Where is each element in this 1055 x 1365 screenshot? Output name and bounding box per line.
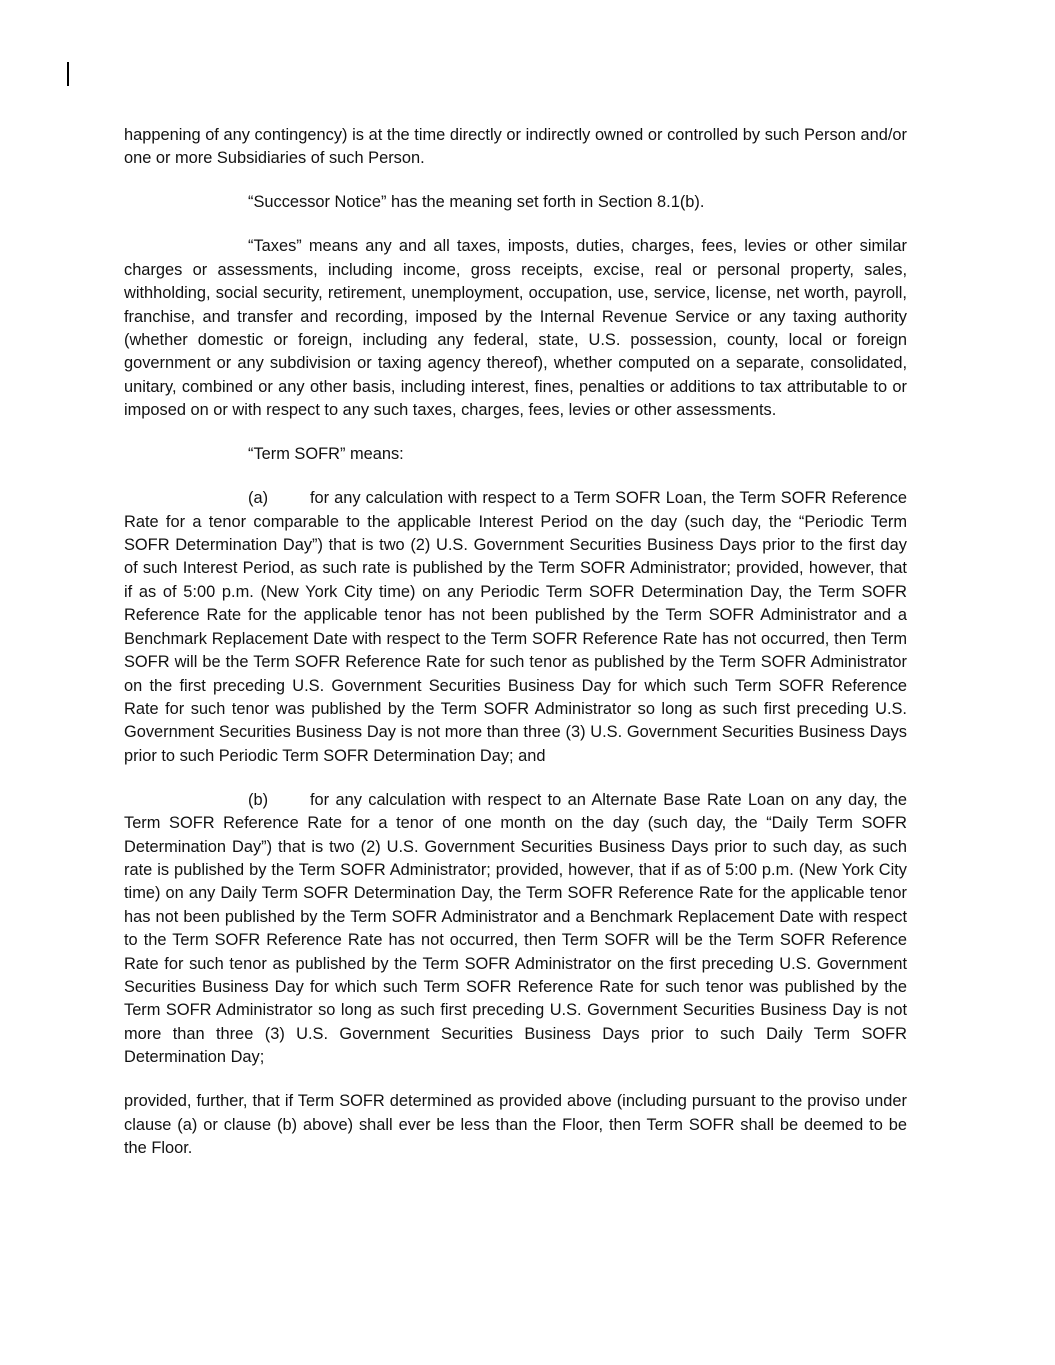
clause-b-label: (b) bbox=[248, 790, 269, 809]
clause-a-text: for any calculation with respect to a Term SOFR Loan, the Term SOFR Reference Rate for a tenor comparable to the applicable Interest Period on the day (such day, the “Periodic Term SOFR Determination Day”) that is two (2) U.S. Government Securities Business Days prior to the first day of such Interest Period, as such rate is published by the Term SOFR Administrator; provided, however, that if as of 5:00 p.m. (New York City time) on any Periodic Term SOFR Determination Day, the Term SOFR Reference Rate for the applicable tenor has not been published by the Term SOFR Administrator and a Benchmark Replacement Date with respect to the Term SOFR Reference Rate has not occurred, then Term SOFR will be the Term SOFR Reference Rate for such tenor as published by the Term SOFR Administrator on the first preceding U.S. Government Securities Business Day for which such Term SOFR Reference Rate for such tenor was published by the Term SOFR Administrator so long as such first preceding U.S. Government Securities Business Day is not more than three (3) U.S. Government Securities Business Days prior to such Periodic Term SOFR Determination Day; and bbox=[124, 489, 907, 765]
definition-term-sofr: “Term SOFR” means: bbox=[248, 445, 404, 464]
clause-b-text: for any calculation with respect to an Alternate Base Rate Loan on any day, the Term SOFR Reference Rate for a tenor of one month on the day (such day, the “Daily Term SOFR Determination Day”) that is two (2) U.S. Government Securities Business Days prior to such day, as such rate is published by the Term SOFR Administrator; provided, however, that if as of 5:00 p.m. (New York City time) on any Daily Term SOFR Determination Day, the Term SOFR Reference Rate for the applicable tenor has not been published by the Term SOFR Administrator and a Benchmark Replacement Date with respect to the Term SOFR Reference Rate has not occurred, then Term SOFR will be the Term SOFR Reference Rate for such tenor as published by the Term SOFR Administrator on the first preceding U.S. Government Securities Business Day for which such Term SOFR Reference Rate for such tenor was published by the Term SOFR Administrator so long as such first preceding U.S. Government Securities Business Day is not more than three (3) U.S. Government Securities Business Days prior to such Daily Term SOFR Determination Day; bbox=[124, 790, 907, 1067]
clause-a-label: (a) bbox=[248, 489, 269, 508]
clause-a bbox=[124, 487, 907, 768]
definition-taxes: “Taxes” means any and all taxes, imposts, duties, charges, fees, levies or other similar charges or assessments, including income, gross receipts, excise, real or personal property, sales, withholding, social security, retirement, unemployment, occupation, use, service, license, net worth, payroll, franchise, and transfer and recording, imposed by the Internal Revenue Service or any taxing authority (whether domestic or foreign, including any federal, state, U.S. possession, county, local or foreign government or any subdivision or taxing agency thereof), whether computed on a separate, consolidated, unitary, combined or any other basis, including interest, fines, penalties or additions to tax attributable to or imposed on or with respect to any such taxes, charges, fees, levies or other assessments. bbox=[124, 237, 907, 420]
document-body bbox=[124, 124, 907, 1181]
change-bar bbox=[67, 62, 69, 86]
paragraph-continuation: happening of any contingency) is at the time directly or indirectly owned or controlled by such Person and/or one or more Subsidiaries of such Person. bbox=[124, 126, 907, 168]
clause-b bbox=[124, 789, 907, 1070]
proviso-paragraph: provided, further, that if Term SOFR determined as provided above (including pursuant to the proviso under clause (a) or clause (b) above) shall ever be less than the Floor, then Term SOFR shall be deemed to be the Floor. bbox=[124, 1092, 907, 1157]
definition-successor-notice: “Successor Notice” has the meaning set forth in Section 8.1(b). bbox=[248, 193, 705, 212]
